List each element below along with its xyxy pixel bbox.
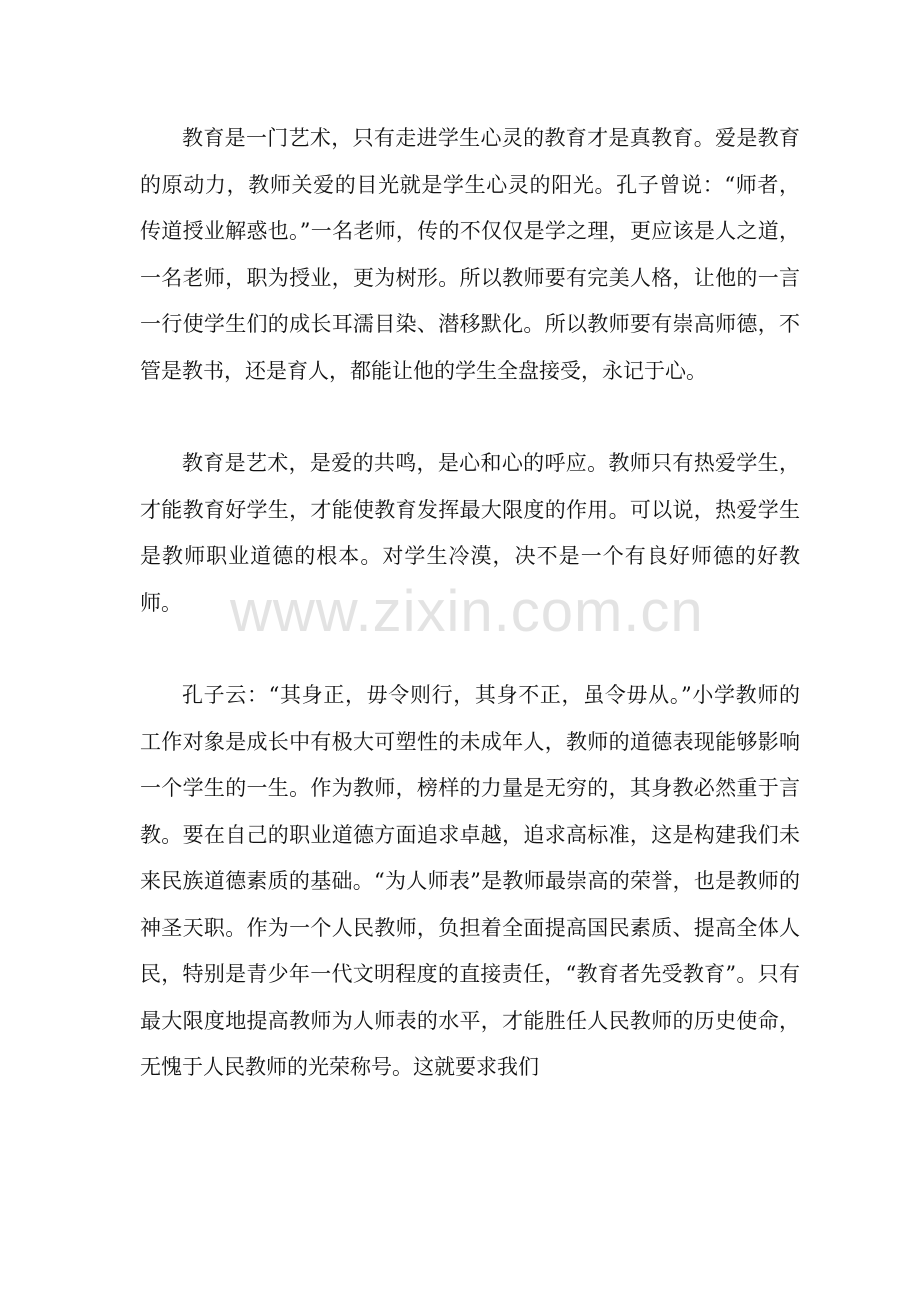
paragraph-1: 教育是一门艺术，只有走进学生心灵的教育才是真教育。爱是教育的原动力，教师关爱的目光就是学生心灵的阳光。孔子曾说：“师者，传道授业解惑也。”一名老师，传的不仅仅是学之理，更应该是人之道，一名老师，职为授业，更为树形。所以教师要有完美人格，让他的一言一行使学生们的成长耳濡目染、潜移默化。所以教师要有崇高师德，不管是教书，还是育人，都能让他的学生全盘接受，永记于心。 xyxy=(140,126,800,383)
paragraph-2: 教育是艺术，是爱的共鸣，是心和心的呼应。教师只有热爱学生，才能教育好学生，才能使教育发挥最大限度的作用。可以说，热爱学生是教师职业道德的根本。对学生冷漠，决不是一个有良好师德的好教师。 xyxy=(140,451,800,615)
paragraph-3: 孔子云：“其身正，毋令则行，其身不正，虽令毋从。”小学教师的工作对象是成长中有极大可塑性的未成年人，教师的道德表现能够影响一个学生的一生。作为教师，榜样的力量是无穷的，其身教必然重于言教。要在自己的职业道德方面追求卓越，追求高标准，这是构建我们未来民族道德素质的基础。“为人师表”是教师最崇高的荣誉，也是教师的神圣天职。作为一个人民教师，负担着全面提高国民素质、提高全体人民，特别是青少年一代文明程度的直接责任，“教育者先受教育”。只有最大限度地提高教师为人师表的水平，才能胜任人民教师的历史使命，无愧于人民教师的光荣称号。这就要求我们 xyxy=(140,683,800,1079)
watermark: www.zixin.com.cn xyxy=(230,579,704,644)
